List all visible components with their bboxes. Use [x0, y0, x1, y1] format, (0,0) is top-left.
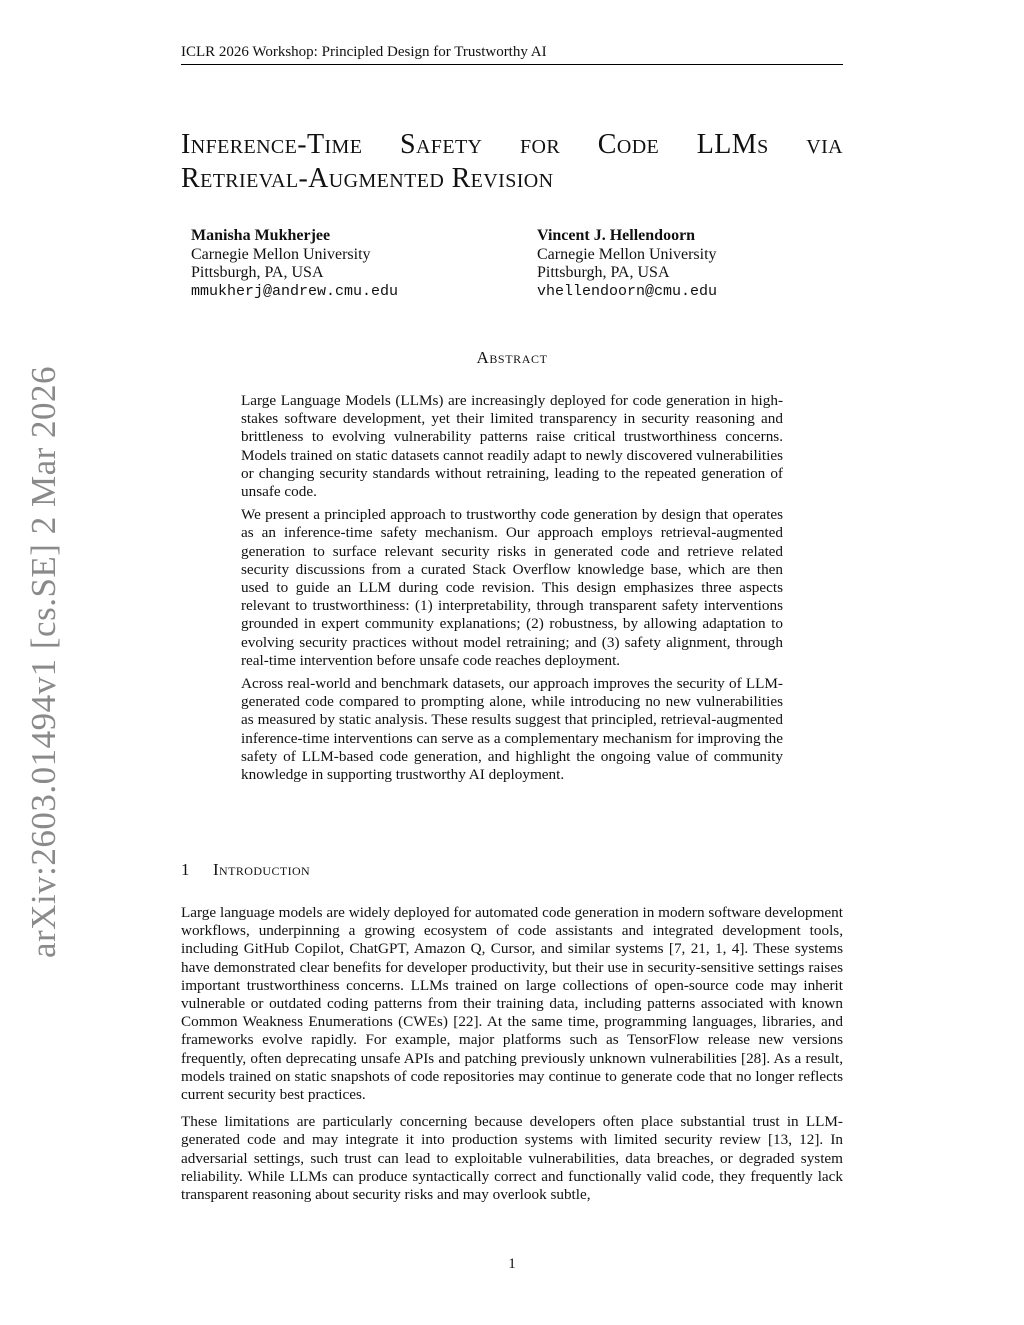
author-email: vhellendoorn@cmu.edu: [537, 282, 718, 300]
abstract-heading: Abstract: [476, 348, 548, 367]
author-location: Pittsburgh, PA, USA: [537, 264, 670, 281]
author-name: Vincent J. Hellendoorn: [537, 227, 696, 244]
author-affiliation: Carnegie Mellon University: [537, 245, 717, 263]
abstract-paragraph: We present a principled approach to trustworthy code generation by design that operates as an inference-time safety mechanism. Our approach employs retrieval-augmented generation to surface relevant security risks in generated code and retrieve related security discussions from a curated Stack Overflow knowledge base, which are then used to guide an LLM during code revision. This design emphasizes three aspects relevant to trustworthiness: (1) interpretability, through transparent safety interventions grounded in expert community explanations; (2) robustness, by allowing adaptation to evolving security practices without model retraining; and (3) safety alignment, through real-time intervention before unsafe code reaches deployment.: [241, 506, 783, 669]
abstract-body: [241, 392, 783, 789]
paper-title-line-1: Inference-Time Safety for Code LLMs via: [181, 129, 843, 160]
author-location: Pittsburgh, PA, USA: [191, 264, 324, 281]
arxiv-stamp: arXiv:2603.01494v1 [cs.SE] 2 Mar 2026: [24, 365, 63, 959]
section-title: Introduction: [213, 860, 311, 879]
abstract-paragraph: Large Language Models (LLMs) are increasingly deployed for code generation in high-stakes software development, yet their limited transparency in security reasoning and brittleness to evolving vulnerability patterns raise critical trustworthiness concerns. Models trained on static datasets cannot readily adapt to newly discovered vulnerabilities or changing security standards without retraining, leading to the repeated generation of unsafe code.: [241, 392, 783, 501]
body-paragraph: These limitations are particularly concerning because developers often place substantial trust in LLM-generated code and may integrate it into production systems with limited security review [13, 12]. In adversarial settings, such trust can lead to exploitable vulnerabilities, data breaches, or degraded system reliability. While LLMs can produce syntactically correct and functionally valid code, they frequently lack transparent reasoning about security risks and may overlook subtle,: [181, 1113, 843, 1204]
section-heading-introduction: [181, 860, 310, 880]
section-number: 1: [181, 860, 190, 879]
abstract-paragraph: Across real-world and benchmark datasets, our approach improves the security of LLM-generated code compared to prompting alone, while introducing no new vulnerabilities as measured by static analysis. These results suggest that principled, retrieval-augmented inference-time interventions can serve as a complementary mechanism for improving the safety of LLM-based code generation, and highlight the ongoing value of community knowledge in supporting trustworthy AI deployment.: [241, 675, 783, 784]
body-paragraph: Large language models are widely deployed for automated code generation in modern software development workflows, underpinning a growing ecosystem of code assistants and integrated development tools, including GitHub Copilot, ChatGPT, Amazon Q, Cursor, and similar systems [7, 21, 1, 4]. These systems have demonstrated clear benefits for developer productivity, but their use in security-sensitive settings raises important trustworthiness concerns. LLMs trained on large collections of open-source code may inherit vulnerable or outdated coding patterns from their training data, including patterns associated with known Common Weakness Enumerations (CWEs) [22]. At the same time, programming languages, libraries, and frameworks evolve rapidly. For example, major platforms such as TensorFlow release new versions frequently, often deprecating unsafe APIs and patching previously unknown vulnerabilities [28]. As a result, models trained on static snapshots of code repositories may continue to generate code that no longer reflects current security best practices.: [181, 904, 843, 1104]
introduction-body: [181, 904, 843, 1213]
page-number: 1: [508, 1256, 516, 1272]
running-head: ICLR 2026 Workshop: Principled Design for Trustworthy AI: [181, 42, 843, 65]
author-email: mmukherj@andrew.cmu.edu: [191, 282, 399, 300]
author-block-2: [537, 227, 717, 301]
paper-title: [181, 128, 843, 196]
author-name: Manisha Mukherjee: [191, 227, 331, 244]
paper-title-line-2: Retrieval-Augmented Revision: [181, 163, 554, 194]
author-affiliation: Carnegie Mellon University: [191, 245, 371, 263]
author-block-1: [191, 227, 398, 301]
